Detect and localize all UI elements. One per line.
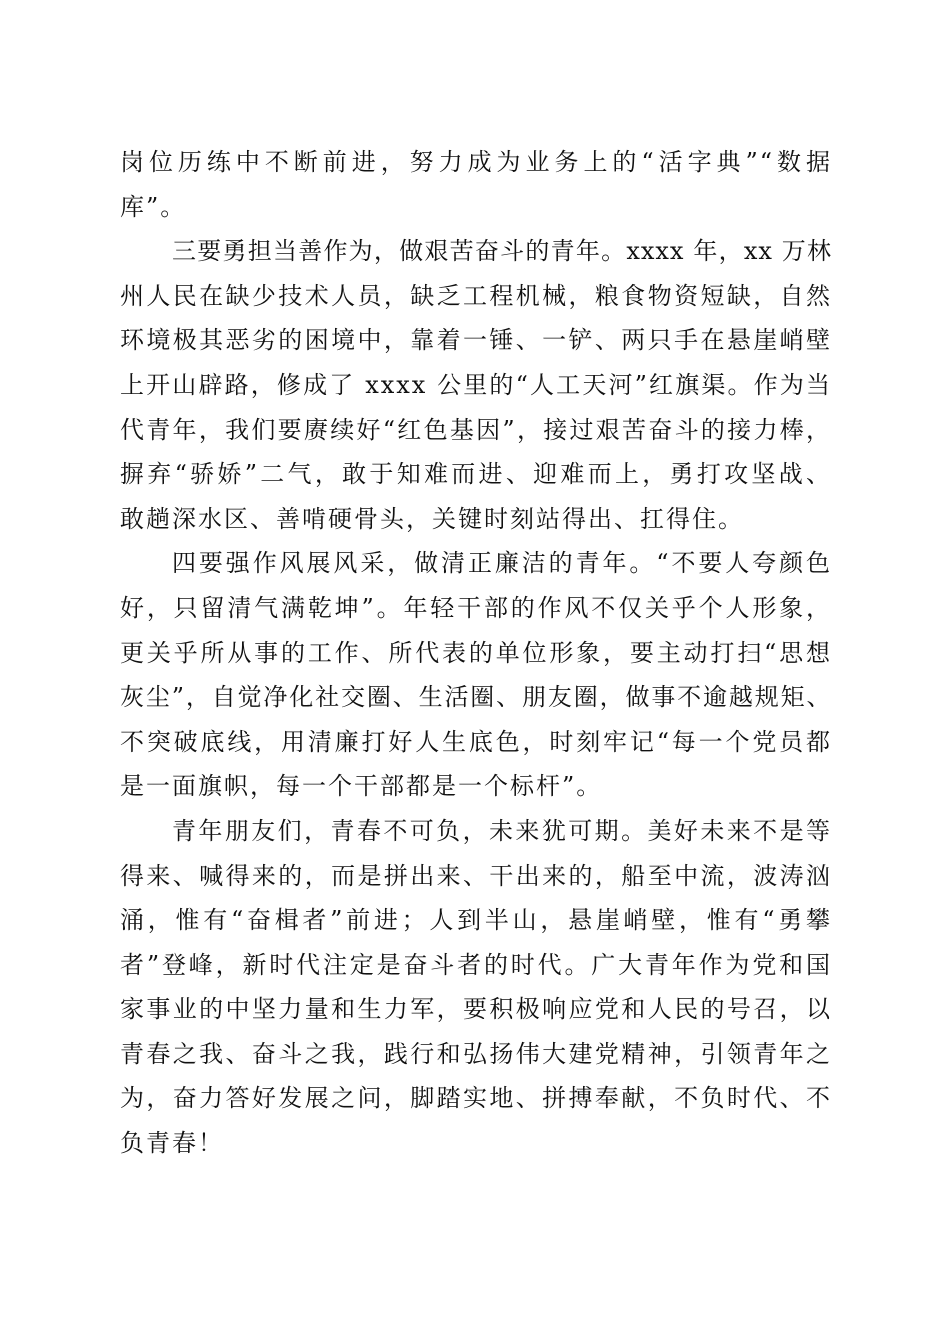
text-line: 不突破底线，用清廉打好人生底色，时刻牢记“每一个党员都 [120, 727, 832, 756]
paragraph-start-line: 三要勇担当善作为，做艰苦奋斗的青年。xxxx 年，xx 万林 [172, 237, 832, 266]
text-line: 负青春！ [120, 1129, 224, 1158]
body-text [120, 140, 832, 1166]
text-line: 州人民在缺少技术人员，缺乏工程机械，粮食物资短缺，自然 [120, 281, 832, 310]
text-line: 环境极其恶劣的困境中，靠着一锤、一铲、两只手在悬崖峭壁 [120, 326, 832, 355]
text-line: 者”登峰，新时代注定是奋斗者的时代。广大青年作为党和国 [120, 950, 832, 979]
text-line: 上开山辟路，修成了 xxxx 公里的“人工天河”红旗渠。作为当 [120, 370, 832, 399]
paragraph-start-line: 青年朋友们，青春不可负，未来犹可期。美好未来不是等 [172, 816, 832, 845]
text-line: 库”。 [120, 192, 187, 221]
text-line: 为，奋力答好发展之问，脚踏实地、拼搏奉献，不负时代、不 [120, 1084, 832, 1113]
text-line: 岗位历练中不断前进，努力成为业务上的“活字典”“数据 [120, 148, 832, 176]
text-line: 灰尘”，自觉净化社交圈、生活圈、朋友圈，做事不逾越规矩、 [120, 683, 832, 712]
text-line: 家事业的中坚力量和生力军，要积极响应党和人民的号召，以 [120, 995, 832, 1024]
text-line: 得来、喊得来的，而是拼出来、干出来的，船至中流，波涛汹 [120, 861, 832, 890]
text-line: 摒弃“骄娇”二气，敢于知难而进、迎难而上，勇打攻坚战、 [120, 460, 832, 489]
text-line: 好，只留清气满乾坤”。年轻干部的作风不仅关乎个人形象， [120, 593, 832, 622]
text-line: 代青年，我们要赓续好“红色基因”，接过艰苦奋斗的接力棒， [120, 415, 832, 444]
text-line: 敢趟深水区、善啃硬骨头，关键时刻站得出、扛得住。 [120, 504, 744, 533]
text-line: 是一面旗帜，每一个干部都是一个标杆”。 [120, 772, 603, 801]
text-line: 青春之我、奋斗之我，践行和弘扬伟大建党精神，引领青年之 [120, 1039, 832, 1068]
text-line: 涌，惟有“奋楫者”前进；人到半山，悬崖峭壁，惟有“勇攀 [120, 906, 832, 935]
text-line: 更关乎所从事的工作、所代表的单位形象，要主动打扫“思想 [120, 638, 832, 667]
paragraph-start-line: 四要强作风展风采，做清正廉洁的青年。“不要人夸颜色 [172, 549, 832, 578]
